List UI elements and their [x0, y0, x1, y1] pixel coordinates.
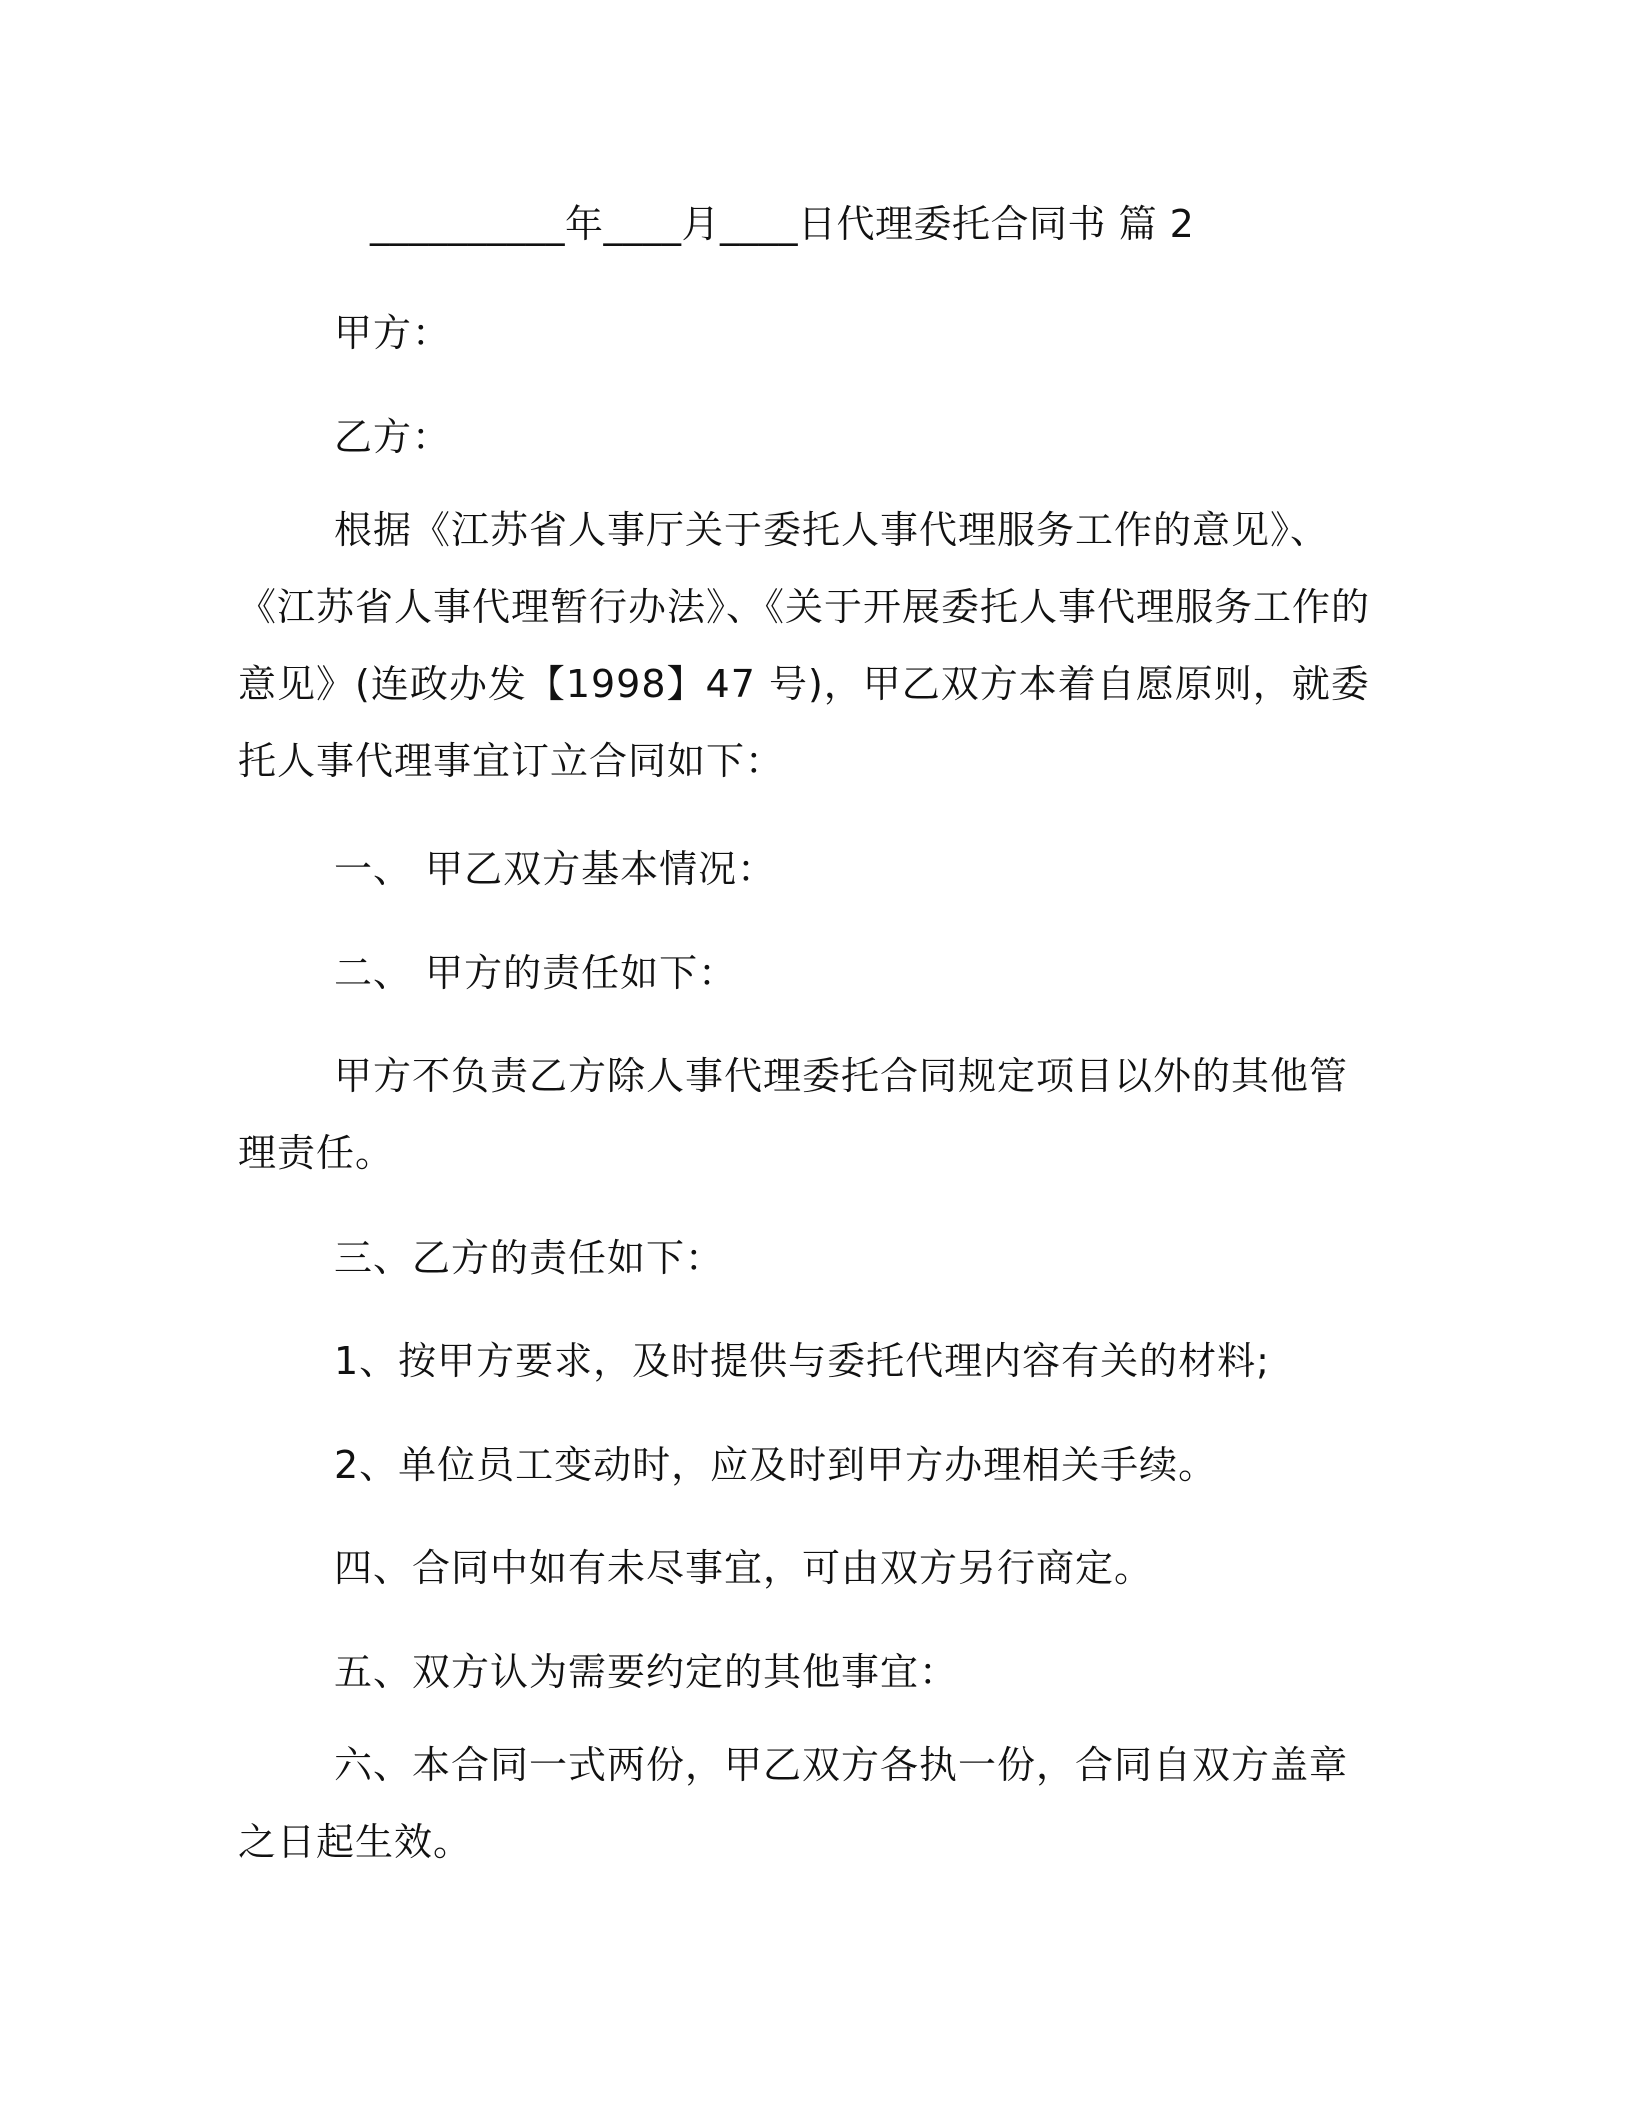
section-heading-4 [238, 1530, 1378, 1607]
section-heading-1 [238, 831, 1378, 908]
preamble-text: 根据《江苏省人事厅关于委托人事代理服务工作的意见》、《江苏省人事代理暂行办法》、《关于开展委托人事代理服务工作的意见》(连政办发【1998】47 号)，甲乙双方本着自愿原则，就委托人事代理事宜订立合同如下： [238, 508, 1371, 783]
section-6-paragraph [238, 1727, 1378, 1881]
list-item-2 [238, 1427, 1378, 1504]
item-2-text: 2、单位员工变动时，应及时到甲方办理相关手续。 [334, 1443, 1218, 1487]
preamble-paragraph [238, 492, 1378, 800]
party-a-label: 甲方： [334, 311, 452, 355]
item-1-text: 1、按甲方要求，及时提供与委托代理内容有关的材料; [334, 1339, 1270, 1383]
section-heading-5 [238, 1634, 1378, 1711]
section-heading-2 [238, 935, 1378, 1012]
party-a-line [238, 295, 1378, 372]
section-2-text: 二、 甲方的责任如下： [334, 951, 738, 995]
party-b-label: 乙方： [334, 415, 452, 459]
section-4-text: 四、合同中如有未尽事宜，可由双方另行商定。 [334, 1546, 1154, 1590]
section-1-text: 一、 甲乙双方基本情况： [334, 847, 777, 891]
section-5-text: 五、双方认为需要约定的其他事宜： [334, 1650, 959, 1694]
list-item-1 [238, 1323, 1378, 1400]
section-2-paragraph [238, 1038, 1378, 1192]
section-2-body-text: 甲方不负责乙方除人事代理委托合同规定项目以外的其他管理责任。 [238, 1054, 1349, 1175]
section-3-text: 三、乙方的责任如下： [334, 1236, 725, 1280]
party-b-line [238, 399, 1378, 476]
section-heading-3 [238, 1220, 1378, 1297]
document-title: __________年____月____日代理委托合同书 篇 2 [370, 202, 1195, 246]
section-6-text: 六、本合同一式两份，甲乙双方各执一份，合同自双方盖章之日起生效。 [238, 1743, 1349, 1864]
